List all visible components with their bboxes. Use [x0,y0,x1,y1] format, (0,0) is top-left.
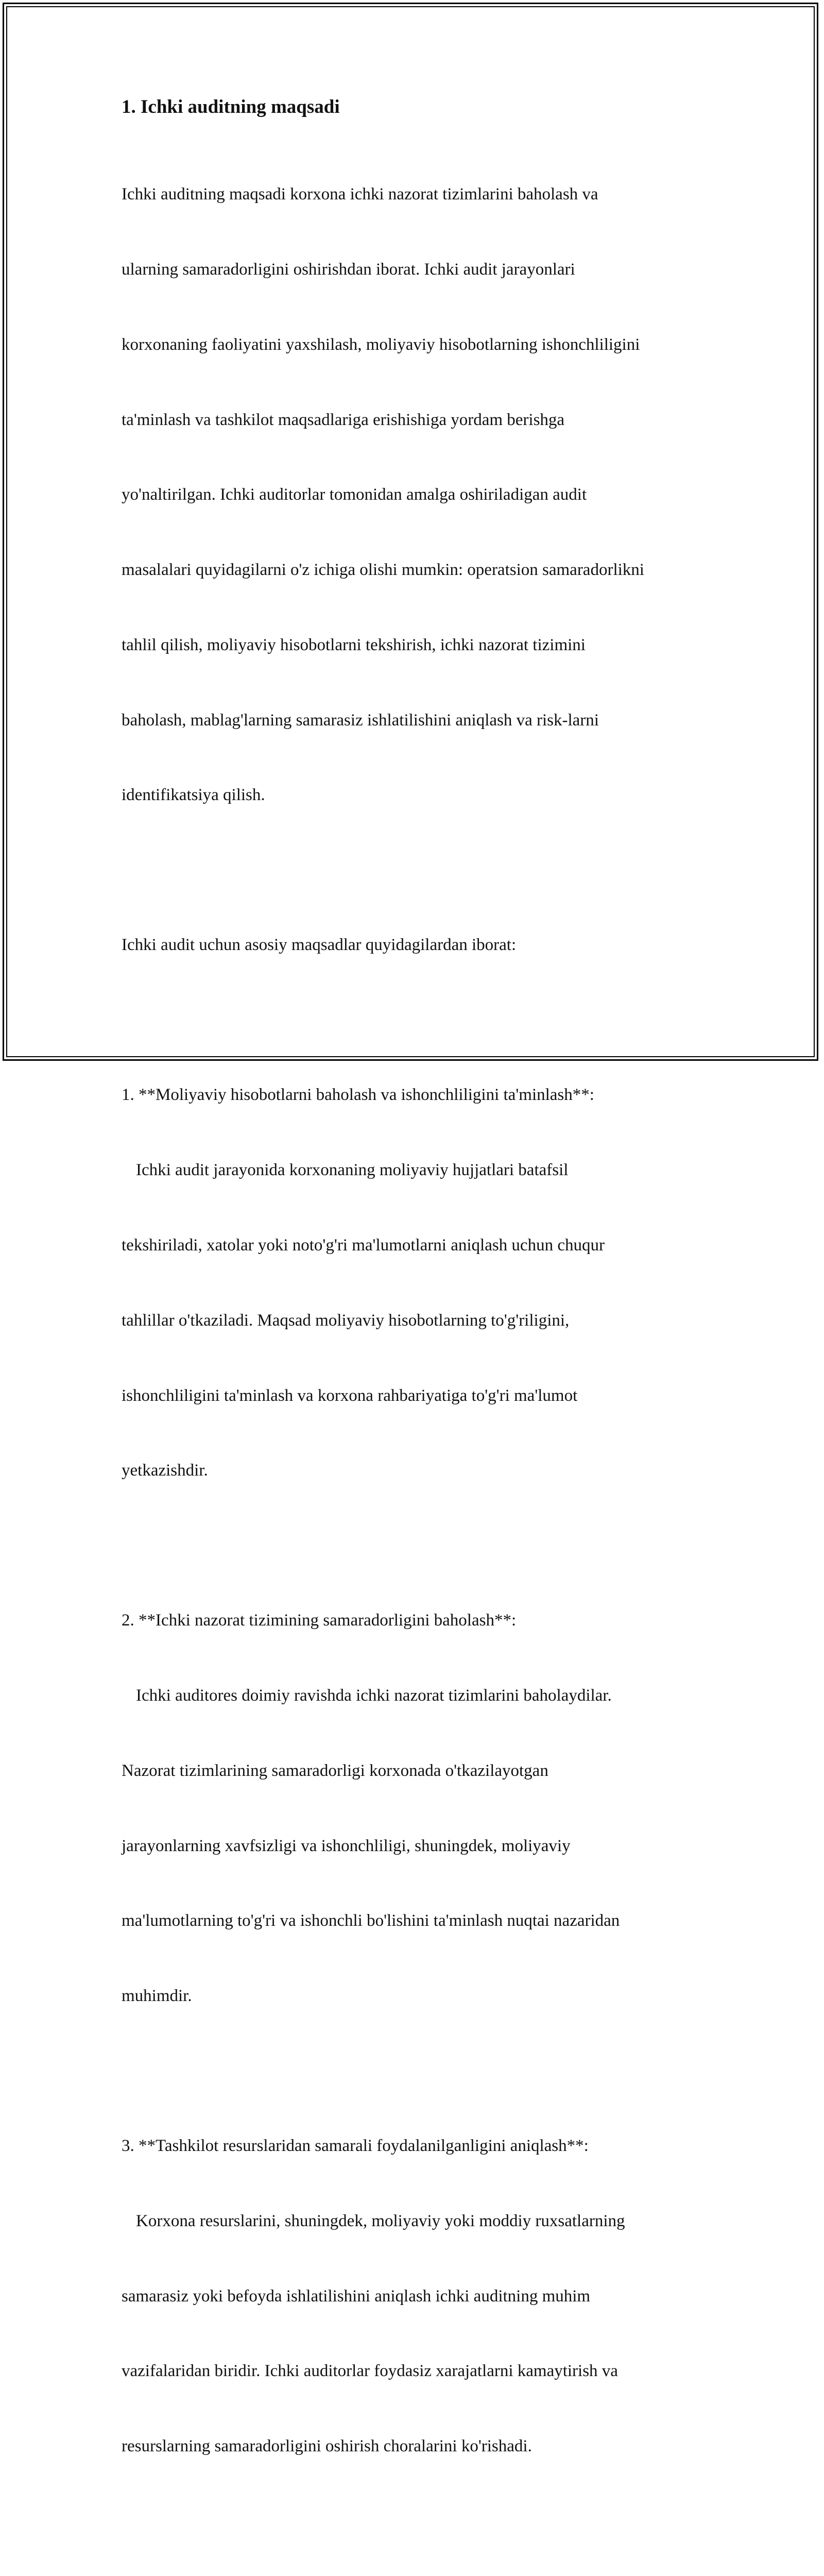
intro-paragraph [122,132,714,858]
text-line: Korxona resurslarini, shuningdek, moliyaviy yoki moddiy ruxsatlarning [136,2211,625,2230]
text-line: masalalari quyidagilarni o'z ichiga olishi mumkin: operatsion samaradorlikni [122,561,644,580]
list-item-2 [122,1558,714,2059]
list-item-4 [122,2534,714,2576]
text-line: Ichki audit jarayonida korxonaning moliyaviy hujjatlari batafsil [136,1161,569,1180]
text-line: Ichki audit uchun asosiy maqsadlar quyidagilardan iborat: [122,936,517,955]
text-line: ta'minlash va tashkilot maqsadlariga erishishiga yordam berishga [122,410,565,429]
text-line: yetkazishdir. [122,1461,208,1480]
text-line: samarasiz yoki befoyda ishlatilishini aniqlash ichki auditning muhim [122,2286,591,2306]
list-item-title: 3. **Tashkilot resurslaridan samarali foydalanilganligini aniqlash**: [122,2137,589,2156]
text-line: ma'lumotlarning to'g'ri va ishonchli bo'lishini ta'minlash nuqtai nazaridan [122,1911,620,1930]
text-line: ularning samaradorligini oshirishdan iborat. Ichki audit jarayonlari [122,260,575,279]
text-line: muhimdir. [122,1987,192,2006]
section-heading: 1. Ichki auditning maqsadi [122,96,340,117]
document-body [122,96,714,2576]
text-line: vazifalaridan biridir. Ichki auditorlar foydasiz xarajatlarni kamaytirish va [122,2362,618,2381]
text-line: jarayonlarning xavfsizligi va ishonchliligi, shuningdek, moliyaviy [122,1836,571,1855]
text-line: Ichki auditores doimiy ravishda ichki nazorat tizimlarini baholaydilar. [136,1686,612,1705]
text-line: Ichki auditning maqsadi korxona ichki nazorat tizimlarini baholash va [122,185,598,204]
text-line: ishonchliligini ta'minlash va korxona rahbariyatiga to'g'ri ma'lumot [122,1386,578,1405]
list-item-title: 1. **Moliyaviy hisobotlarni baholash va ishonchliligini ta'minlash**: [122,1086,594,1105]
text-line: yo'naltirilgan. Ichki auditorlar tomonidan amalga oshiriladigan audit [122,485,587,504]
goals-intro-paragraph [122,883,714,1008]
text-line: tekshiriladi, xatolar yoki noto'g'ri ma'lumotlarni aniqlash uchun chuqur [122,1235,605,1255]
text-line: identifikatsiya qilish. [122,786,265,805]
text-line: Nazorat tizimlarining samaradorligi korxonada o'tkazilayotgan [122,1761,548,1780]
text-line: korxonaning faoliyatini yaxshilash, moliyaviy hisobotlarning ishonchliligini [122,335,640,354]
text-line: tahlil qilish, moliyaviy hisobotlarni tekshirish, ichki nazorat tizimini [122,635,586,654]
text-line: tahlillar o'tkaziladi. Maqsad moliyaviy hisobotlarning to'g'riligini, [122,1311,570,1330]
list-item-title: 2. **Ichki nazorat tizimining samaradorligini baholash**: [122,1611,517,1630]
list-item-3 [122,2083,714,2509]
text-line: baholash, mablag'larning samarasiz ishlatilishini aniqlash va risk-larni [122,710,599,730]
list-item-1 [122,1032,714,1533]
text-line: resurslarning samaradorligini oshirish choralarini ko'rishadi. [122,2437,532,2456]
